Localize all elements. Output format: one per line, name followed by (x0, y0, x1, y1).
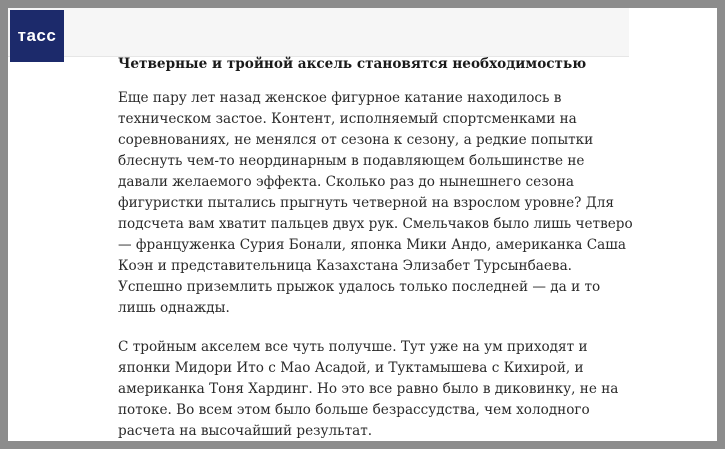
article-paragraph: Еще пару лет назад женское фигурное катание находилось в техническом застое. Контент, исполняемый спортсменками на соревнованиях, не менялся от сезона к сезону, а редкие попытки блеснуть чем-то неординарным в подавляющем большинстве не давали желаемого эффекта. Сколько раз до нынешнего сезона фигуристки пытались прыгнуть четверной на взрослом уровне? Для подсчета вам хватит пальцев двух рук. Смельчаков было лишь четверо — француженка Сурия Бонали, японка Мики Андо, американка Саша Коэн и представительница Казахстана Элизабет Турсынбаева. Успешно приземлить прыжок удалось только последней — да и то лишь однажды. (118, 90, 633, 316)
tass-logo[interactable] (10, 10, 64, 62)
logo-text: тасс (17, 26, 57, 45)
section-heading: Четверные и тройной аксель становятся необходимостью (118, 56, 587, 72)
article-paragraph: С тройным акселем все чуть получше. Тут уже на ум приходят и японки Мидори Ито с Мао Асадой, и Туктамышева с Кихирой, и американка Тоня Хардинг. Но это все равно было в диковинку, не на потоке. Во всем этом было больше безрассудства, чем холодного расчета на высочайший результат. (118, 339, 619, 439)
article-body (118, 53, 638, 449)
header-bar (8, 8, 629, 57)
